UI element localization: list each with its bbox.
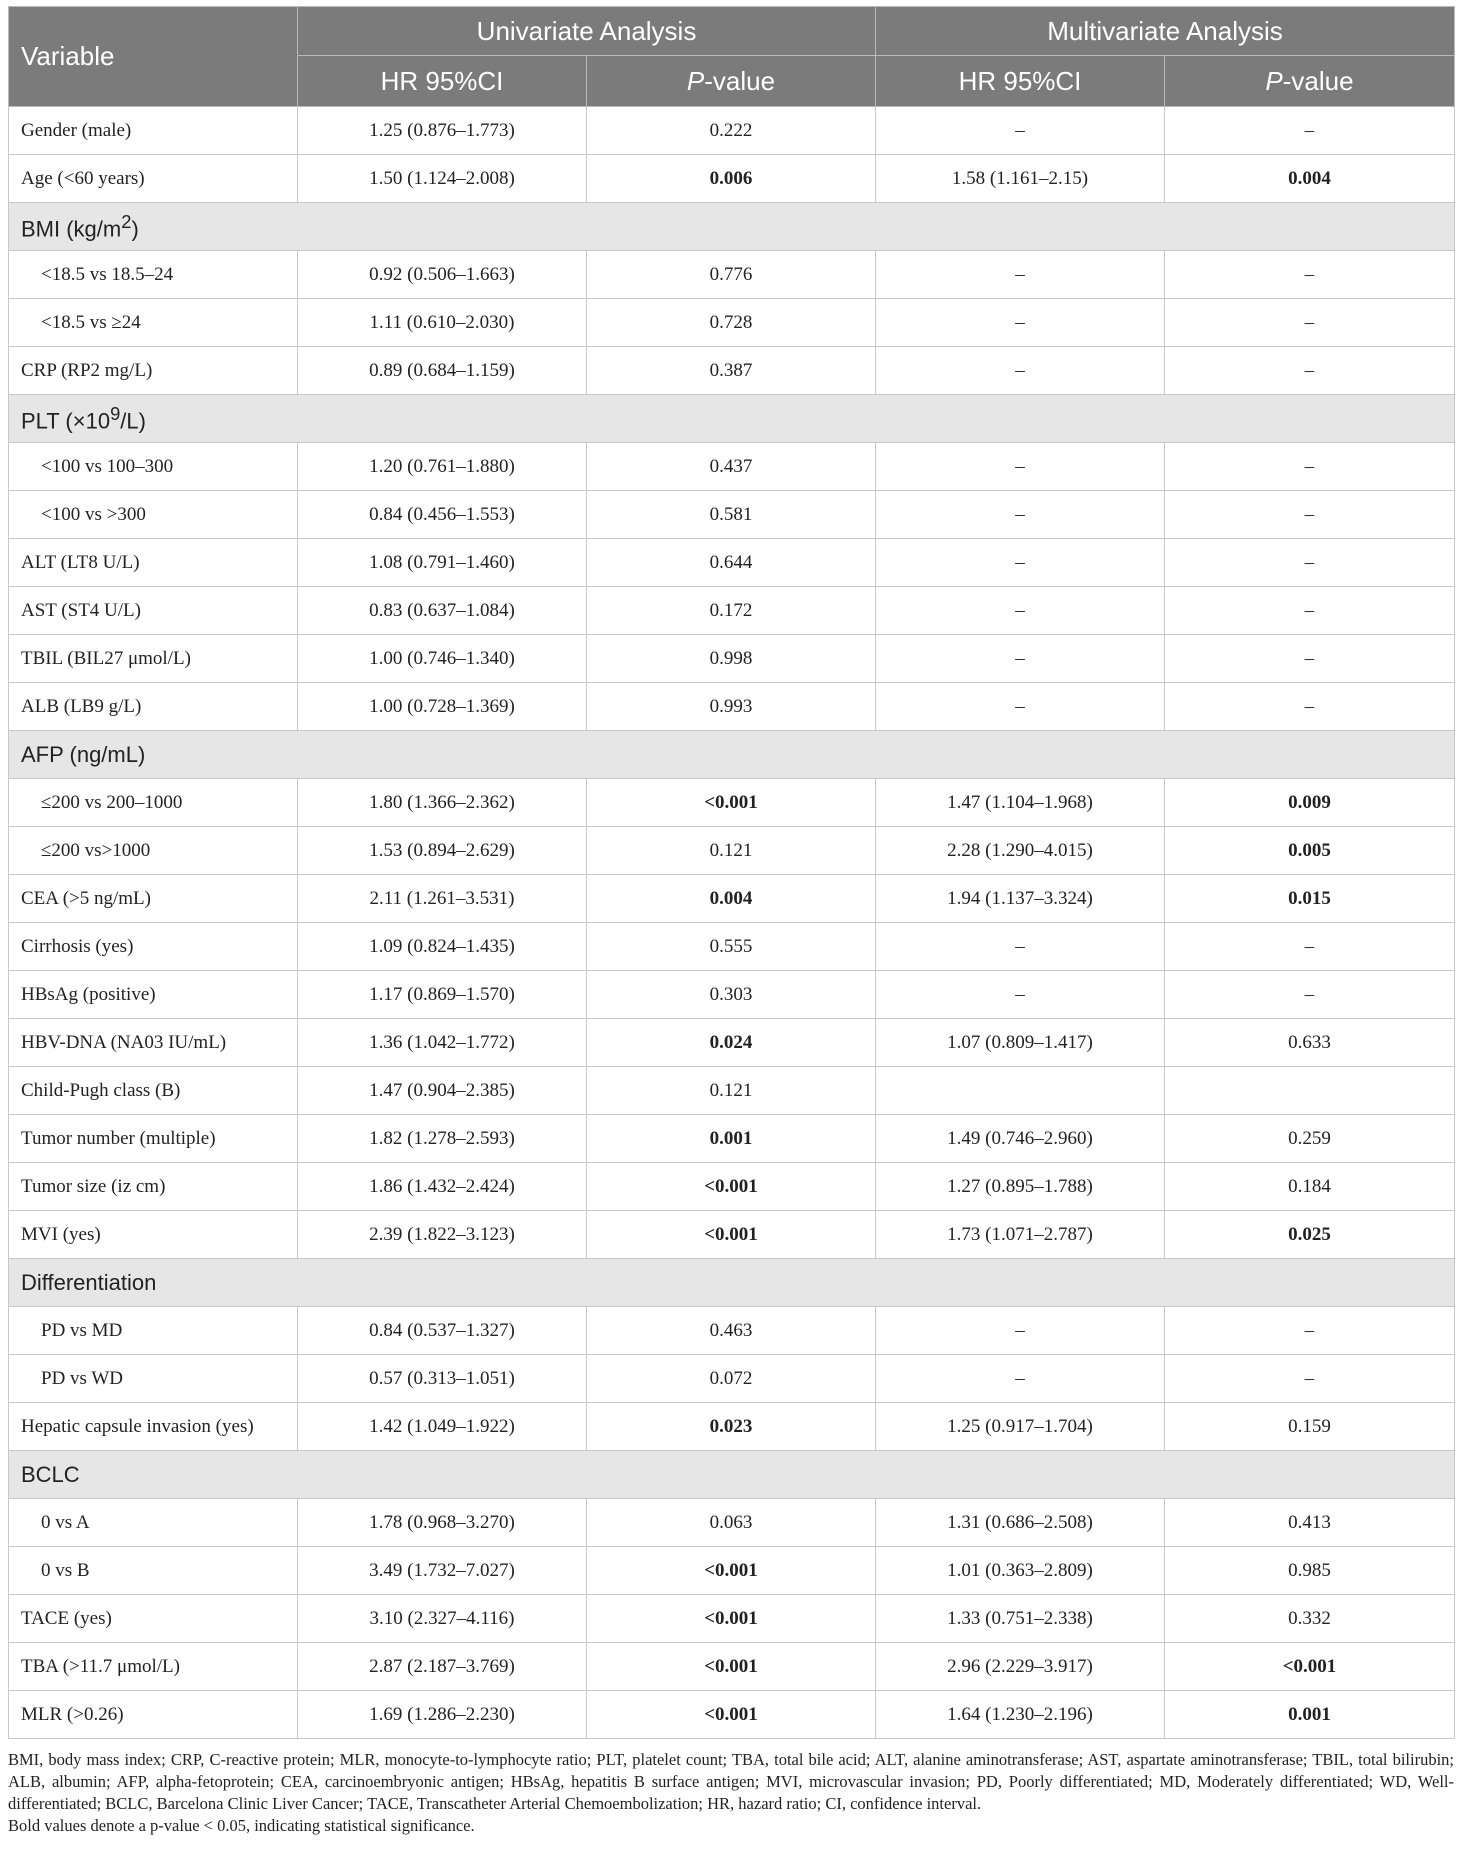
univariate-hr-cell: 0.83 (0.637–1.084) [298,587,587,635]
multivariate-p-cell: – [1165,635,1455,683]
multivariate-hr-cell: 1.47 (1.104–1.968) [876,779,1165,827]
variable-cell: ALT (LT8 U/L) [9,539,298,587]
table-row [9,971,1455,1019]
variable-cell: MLR (>0.26) [9,1691,298,1739]
multivariate-p-cell [1165,1067,1455,1115]
multivariate-hr-cell: 1.58 (1.161–2.15) [876,155,1165,203]
multivariate-hr-cell: – [876,539,1165,587]
hazard-ratio-table [8,6,1455,1739]
multivariate-hr-cell: 1.31 (0.686–2.508) [876,1499,1165,1547]
univariate-hr-cell: 0.57 (0.313–1.051) [298,1355,587,1403]
table-row [9,1211,1455,1259]
variable-cell: <100 vs >300 [9,491,298,539]
table-row [9,827,1455,875]
univariate-p-cell: 0.004 [587,875,876,923]
variable-cell: AST (ST4 U/L) [9,587,298,635]
header-uni-p: P-value [587,56,876,107]
table-body [9,107,1455,1739]
multivariate-hr-cell: 1.94 (1.137–3.324) [876,875,1165,923]
univariate-hr-cell: 1.80 (1.366–2.362) [298,779,587,827]
variable-cell: PD vs MD [9,1307,298,1355]
univariate-p-cell: 0.437 [587,443,876,491]
table-row [9,779,1455,827]
variable-cell: ALB (LB9 g/L) [9,683,298,731]
univariate-p-cell: 0.555 [587,923,876,971]
table-row [9,491,1455,539]
section-row [9,395,1455,443]
variable-cell: HBV-DNA (NA03 IU/mL) [9,1019,298,1067]
table-row [9,539,1455,587]
variable-cell: 0 vs B [9,1547,298,1595]
multivariate-p-cell: 0.015 [1165,875,1455,923]
variable-cell: ≤200 vs>1000 [9,827,298,875]
multivariate-p-cell: 0.184 [1165,1163,1455,1211]
variable-cell: HBsAg (positive) [9,971,298,1019]
table-row [9,155,1455,203]
multivariate-p-cell: 0.005 [1165,827,1455,875]
univariate-p-cell: 0.063 [587,1499,876,1547]
univariate-hr-cell: 1.25 (0.876–1.773) [298,107,587,155]
multivariate-p-cell: – [1165,299,1455,347]
univariate-hr-cell: 1.82 (1.278–2.593) [298,1115,587,1163]
table-row [9,1691,1455,1739]
multivariate-p-cell: – [1165,443,1455,491]
multivariate-p-cell: 0.259 [1165,1115,1455,1163]
table-row [9,1499,1455,1547]
univariate-hr-cell: 1.78 (0.968–3.270) [298,1499,587,1547]
table-row [9,1403,1455,1451]
variable-cell: <100 vs 100–300 [9,443,298,491]
univariate-p-cell: 0.998 [587,635,876,683]
multivariate-hr-cell: – [876,107,1165,155]
table-row [9,443,1455,491]
multivariate-hr-cell: – [876,683,1165,731]
variable-cell: ≤200 vs 200–1000 [9,779,298,827]
multivariate-hr-cell: 2.28 (1.290–4.015) [876,827,1165,875]
section-row [9,203,1455,251]
multivariate-hr-cell: 1.73 (1.071–2.787) [876,1211,1165,1259]
table-row [9,107,1455,155]
univariate-p-cell: 0.172 [587,587,876,635]
multivariate-hr-cell: 1.27 (0.895–1.788) [876,1163,1165,1211]
multivariate-p-cell: 0.004 [1165,155,1455,203]
section-label: AFP (ng/mL) [9,731,1455,779]
univariate-p-cell: <0.001 [587,1643,876,1691]
multivariate-p-cell: – [1165,1355,1455,1403]
multivariate-p-cell: 0.009 [1165,779,1455,827]
univariate-p-cell: 0.001 [587,1115,876,1163]
multivariate-p-cell: – [1165,539,1455,587]
table-container [8,6,1454,1837]
univariate-hr-cell: 1.09 (0.824–1.435) [298,923,587,971]
univariate-hr-cell: 0.84 (0.456–1.553) [298,491,587,539]
variable-cell: <18.5 vs ≥24 [9,299,298,347]
multivariate-hr-cell: – [876,587,1165,635]
multivariate-p-cell: – [1165,347,1455,395]
univariate-hr-cell: 1.20 (0.761–1.880) [298,443,587,491]
multivariate-hr-cell: – [876,635,1165,683]
multivariate-p-cell: – [1165,251,1455,299]
multivariate-p-cell: – [1165,923,1455,971]
multivariate-hr-cell: – [876,347,1165,395]
univariate-p-cell: 0.387 [587,347,876,395]
univariate-p-cell: <0.001 [587,1595,876,1643]
header-univariate: Univariate Analysis [298,7,876,56]
multivariate-hr-cell: 2.96 (2.229–3.917) [876,1643,1165,1691]
univariate-p-cell: 0.303 [587,971,876,1019]
variable-cell: CRP (RP2 mg/L) [9,347,298,395]
multivariate-hr-cell: 1.01 (0.363–2.809) [876,1547,1165,1595]
table-row [9,587,1455,635]
multivariate-p-cell: 0.159 [1165,1403,1455,1451]
univariate-hr-cell: 0.89 (0.684–1.159) [298,347,587,395]
multivariate-hr-cell: – [876,1355,1165,1403]
univariate-hr-cell: 1.08 (0.791–1.460) [298,539,587,587]
univariate-p-cell: 0.728 [587,299,876,347]
multivariate-hr-cell: 1.25 (0.917–1.704) [876,1403,1165,1451]
table-row [9,299,1455,347]
univariate-hr-cell: 1.00 (0.728–1.369) [298,683,587,731]
univariate-p-cell: 0.006 [587,155,876,203]
multivariate-hr-cell [876,1067,1165,1115]
univariate-hr-cell: 1.47 (0.904–2.385) [298,1067,587,1115]
header-variable: Variable [9,7,298,107]
table-row [9,1163,1455,1211]
univariate-p-cell: 0.644 [587,539,876,587]
univariate-hr-cell: 1.36 (1.042–1.772) [298,1019,587,1067]
header-uni-hr: HR 95%CI [298,56,587,107]
univariate-p-cell: <0.001 [587,779,876,827]
variable-cell: TBIL (BIL27 μmol/L) [9,635,298,683]
univariate-p-cell: <0.001 [587,1691,876,1739]
table-row [9,1547,1455,1595]
multivariate-hr-cell: 1.33 (0.751–2.338) [876,1595,1165,1643]
variable-cell: 0 vs A [9,1499,298,1547]
header-multivariate: Multivariate Analysis [876,7,1455,56]
multivariate-hr-cell: – [876,923,1165,971]
variable-cell: Child-Pugh class (B) [9,1067,298,1115]
table-row [9,683,1455,731]
section-row [9,731,1455,779]
section-row [9,1259,1455,1307]
multivariate-p-cell: – [1165,491,1455,539]
univariate-hr-cell: 0.92 (0.506–1.663) [298,251,587,299]
table-row [9,1355,1455,1403]
variable-cell: Gender (male) [9,107,298,155]
univariate-hr-cell: 1.42 (1.049–1.922) [298,1403,587,1451]
multivariate-p-cell: 0.332 [1165,1595,1455,1643]
variable-cell: Tumor number (multiple) [9,1115,298,1163]
variable-cell: Hepatic capsule invasion (yes) [9,1403,298,1451]
univariate-hr-cell: 0.84 (0.537–1.327) [298,1307,587,1355]
univariate-p-cell: 0.993 [587,683,876,731]
footnote-bold-note: Bold values denote a p-value < 0.05, indicating statistical significance. [8,1816,475,1835]
multivariate-p-cell: 0.001 [1165,1691,1455,1739]
univariate-p-cell: <0.001 [587,1163,876,1211]
multivariate-hr-cell: 1.64 (1.230–2.196) [876,1691,1165,1739]
table-row [9,1595,1455,1643]
table-header [9,7,1455,107]
variable-cell: PD vs WD [9,1355,298,1403]
univariate-p-cell: 0.024 [587,1019,876,1067]
variable-cell: MVI (yes) [9,1211,298,1259]
section-row [9,1451,1455,1499]
table-row [9,251,1455,299]
section-label: BCLC [9,1451,1455,1499]
multivariate-hr-cell: – [876,299,1165,347]
multivariate-hr-cell: – [876,491,1165,539]
univariate-hr-cell: 1.50 (1.124–2.008) [298,155,587,203]
variable-cell: TBA (>11.7 μmol/L) [9,1643,298,1691]
univariate-p-cell: 0.121 [587,1067,876,1115]
univariate-hr-cell: 2.11 (1.261–3.531) [298,875,587,923]
multivariate-p-cell: – [1165,971,1455,1019]
multivariate-p-cell: <0.001 [1165,1643,1455,1691]
univariate-p-cell: 0.463 [587,1307,876,1355]
table-footnote [8,1749,1454,1837]
univariate-hr-cell: 2.39 (1.822–3.123) [298,1211,587,1259]
univariate-p-cell: 0.023 [587,1403,876,1451]
variable-cell: CEA (>5 ng/mL) [9,875,298,923]
univariate-hr-cell: 1.69 (1.286–2.230) [298,1691,587,1739]
univariate-hr-cell: 3.10 (2.327–4.116) [298,1595,587,1643]
variable-cell: Tumor size (iz cm) [9,1163,298,1211]
header-multi-hr: HR 95%CI [876,56,1165,107]
univariate-hr-cell: 1.00 (0.746–1.340) [298,635,587,683]
univariate-p-cell: 0.222 [587,107,876,155]
univariate-p-cell: 0.581 [587,491,876,539]
table-row [9,1643,1455,1691]
multivariate-p-cell: – [1165,587,1455,635]
multivariate-hr-cell: – [876,1307,1165,1355]
univariate-hr-cell: 1.17 (0.869–1.570) [298,971,587,1019]
header-multi-p: P-value [1165,56,1455,107]
multivariate-hr-cell: 1.07 (0.809–1.417) [876,1019,1165,1067]
section-label: PLT $(\times 10^9/L)$ [9,395,1455,443]
table-row [9,347,1455,395]
multivariate-p-cell: 0.633 [1165,1019,1455,1067]
multivariate-p-cell: 0.025 [1165,1211,1455,1259]
univariate-p-cell: <0.001 [587,1547,876,1595]
footnote-abbreviations: BMI, body mass index; CRP, C-reactive protein; MLR, monocyte-to-lymphocyte ratio; PLT, platelet count; TBA, total bile acid; ALT, alanine aminotransferase; AST, aspartate aminotransferase; TBIL, total bilirubin; ALB, albumin; AFP, alpha-fetoprotein; CEA, carcinoembryonic antigen; HBsAg, hepatitis B surface antigen; MVI, microvascular invasion; PD, Poorly differentiated; MD, Moderately differentiated; WD, Well-differentiated; BCLC, Barcelona Clinic Liver Cancer; TACE, Transcatheter Arterial Chemoembolization; HR, hazard ratio; CI, confidence interval. [8,1750,1454,1813]
table-row [9,875,1455,923]
univariate-p-cell: 0.072 [587,1355,876,1403]
univariate-p-cell: <0.001 [587,1211,876,1259]
table-row [9,1019,1455,1067]
multivariate-hr-cell: – [876,971,1165,1019]
univariate-hr-cell: 2.87 (2.187–3.769) [298,1643,587,1691]
table-row [9,635,1455,683]
univariate-hr-cell: 1.53 (0.894–2.629) [298,827,587,875]
univariate-hr-cell: 3.49 (1.732–7.027) [298,1547,587,1595]
variable-cell: Cirrhosis (yes) [9,923,298,971]
table-row [9,1307,1455,1355]
multivariate-p-cell: 0.413 [1165,1499,1455,1547]
univariate-hr-cell: 1.11 (0.610–2.030) [298,299,587,347]
univariate-p-cell: 0.121 [587,827,876,875]
multivariate-p-cell: 0.985 [1165,1547,1455,1595]
table-row [9,1067,1455,1115]
univariate-hr-cell: 1.86 (1.432–2.424) [298,1163,587,1211]
multivariate-p-cell: – [1165,683,1455,731]
table-row [9,923,1455,971]
variable-cell: <18.5 vs 18.5–24 [9,251,298,299]
univariate-p-cell: 0.776 [587,251,876,299]
section-label: Differentiation [9,1259,1455,1307]
multivariate-hr-cell: – [876,251,1165,299]
multivariate-hr-cell: 1.49 (0.746–2.960) [876,1115,1165,1163]
multivariate-p-cell: – [1165,107,1455,155]
multivariate-hr-cell: – [876,443,1165,491]
variable-cell: TACE (yes) [9,1595,298,1643]
section-label: BMI $(kg/m^2)$ [9,203,1455,251]
table-row [9,1115,1455,1163]
multivariate-p-cell: – [1165,1307,1455,1355]
variable-cell: Age (<60 years) [9,155,298,203]
